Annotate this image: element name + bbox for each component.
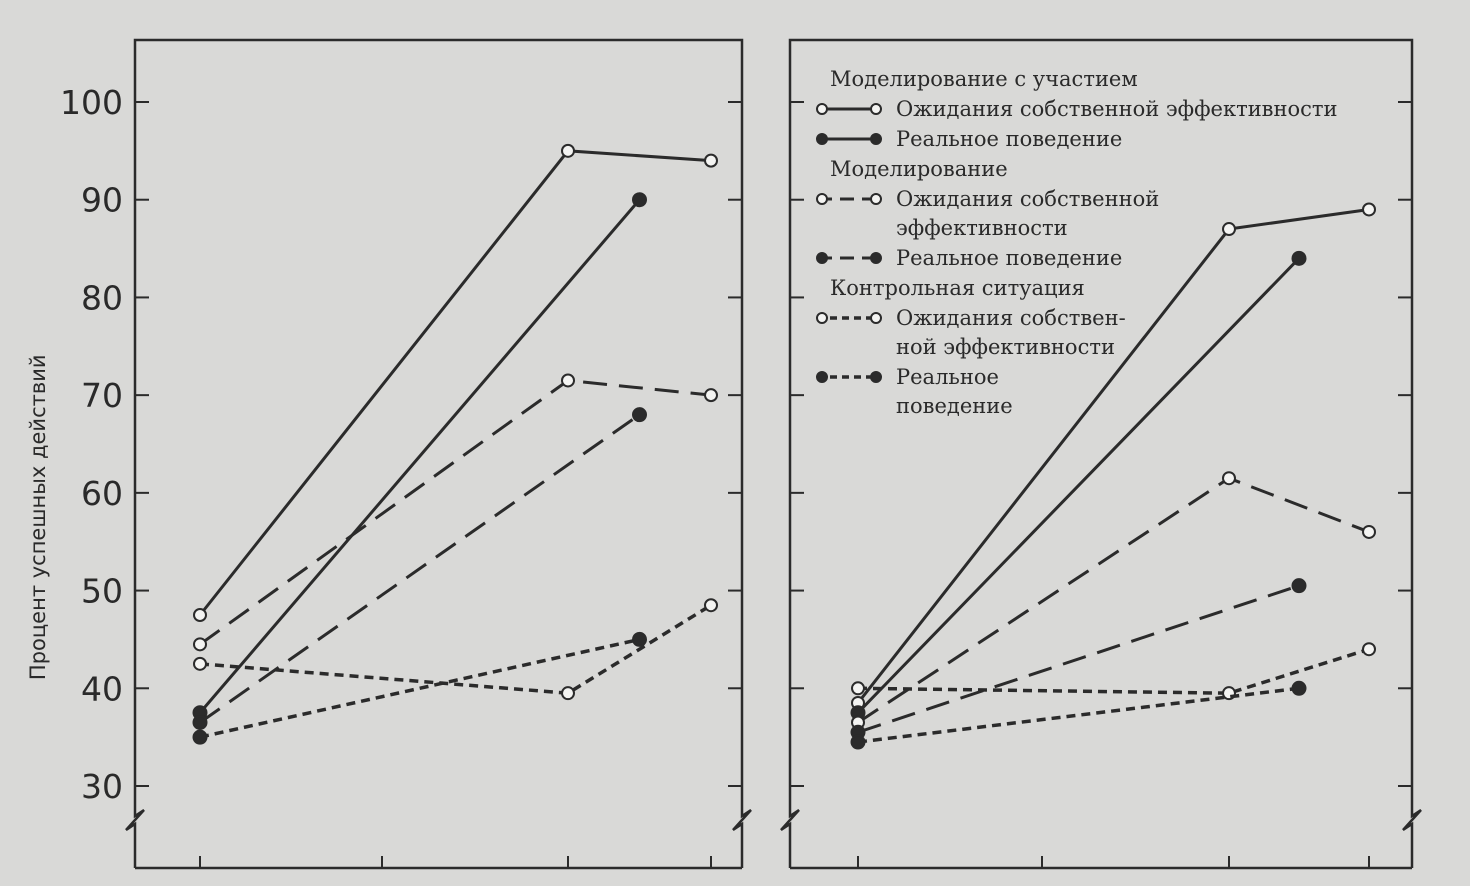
data-point-mod-exp <box>1223 472 1235 484</box>
legend-marker <box>817 194 827 204</box>
legend-marker <box>817 253 827 263</box>
legend <box>817 67 1338 418</box>
data-point-pm-beh <box>633 193 646 206</box>
data-point-ctl-beh <box>633 633 646 646</box>
series-line-mod-beh <box>858 586 1299 733</box>
legend-item-label: Ожидания собственной эффективности <box>896 97 1338 121</box>
data-point-pm-exp <box>1363 203 1375 215</box>
data-point-mod-exp <box>194 638 206 650</box>
plot-frame <box>790 40 1412 812</box>
data-point-ctl-exp <box>705 599 717 611</box>
data-point-pm-exp <box>1223 223 1235 235</box>
axis-break-right <box>733 810 751 868</box>
legend-marker <box>871 253 881 263</box>
legend-item-label: Реальное <box>896 365 999 389</box>
right-panel <box>781 40 1421 868</box>
legend-marker <box>817 372 827 382</box>
legend-group-title: Моделирование с участием <box>830 67 1138 91</box>
y-tick-label: 100 <box>60 83 123 122</box>
series-line-pm-beh <box>200 200 640 713</box>
data-point-mod-exp <box>705 389 717 401</box>
series-line-mod-beh <box>200 415 640 723</box>
legend-item-label: эффективности <box>896 216 1068 240</box>
data-point-ctl-beh <box>194 731 207 744</box>
data-point-mod-beh <box>194 716 207 729</box>
data-point-pm-exp <box>562 145 574 157</box>
legend-item-label: поведение <box>896 394 1013 418</box>
data-point-ctl-exp <box>852 682 864 694</box>
series-line-ctl-beh <box>858 688 1299 742</box>
y-tick-label: 40 <box>81 669 123 709</box>
data-point-ctl-beh <box>852 736 865 749</box>
y-tick-label: 60 <box>81 473 123 513</box>
y-tick-label: 50 <box>81 571 123 611</box>
legend-marker <box>871 194 881 204</box>
data-point-ctl-exp <box>1363 643 1375 655</box>
legend-item-label: Ожидания собствен- <box>896 306 1126 330</box>
legend-marker <box>871 104 881 114</box>
left-panel <box>26 40 751 868</box>
data-point-mod-exp <box>1363 526 1375 538</box>
legend-group-title: Моделирование <box>830 157 1008 181</box>
data-point-mod-beh <box>1293 579 1306 592</box>
legend-marker <box>871 372 881 382</box>
data-point-pm-beh <box>1293 252 1306 265</box>
data-point-mod-beh <box>633 408 646 421</box>
axis-break-left <box>126 810 144 868</box>
data-point-mod-exp <box>562 374 574 386</box>
legend-marker <box>817 104 827 114</box>
y-tick-label: 80 <box>81 278 123 318</box>
legend-marker <box>817 134 827 144</box>
legend-group-title: Контрольная ситуация <box>830 276 1085 300</box>
legend-item-label: Ожидания собственной <box>896 187 1160 211</box>
data-point-pm-exp <box>705 155 717 167</box>
legend-marker <box>817 313 827 323</box>
legend-item-label: ной эффективности <box>896 335 1115 359</box>
data-point-pm-exp <box>194 609 206 621</box>
legend-marker <box>871 313 881 323</box>
y-tick-label: 90 <box>81 180 123 220</box>
data-point-ctl-beh <box>1293 682 1306 695</box>
y-tick-label: 70 <box>81 376 123 416</box>
data-point-ctl-exp <box>194 658 206 670</box>
legend-item-label: Реальное поведение <box>896 246 1123 270</box>
legend-marker <box>871 134 881 144</box>
data-point-ctl-exp <box>562 687 574 699</box>
axis-break-right <box>1403 810 1421 868</box>
legend-item-label: Реальное поведение <box>896 127 1123 151</box>
y-tick-label: 30 <box>81 767 123 806</box>
y-axis-label: Процент успешных действий <box>26 354 50 681</box>
axis-break-left <box>781 810 799 868</box>
